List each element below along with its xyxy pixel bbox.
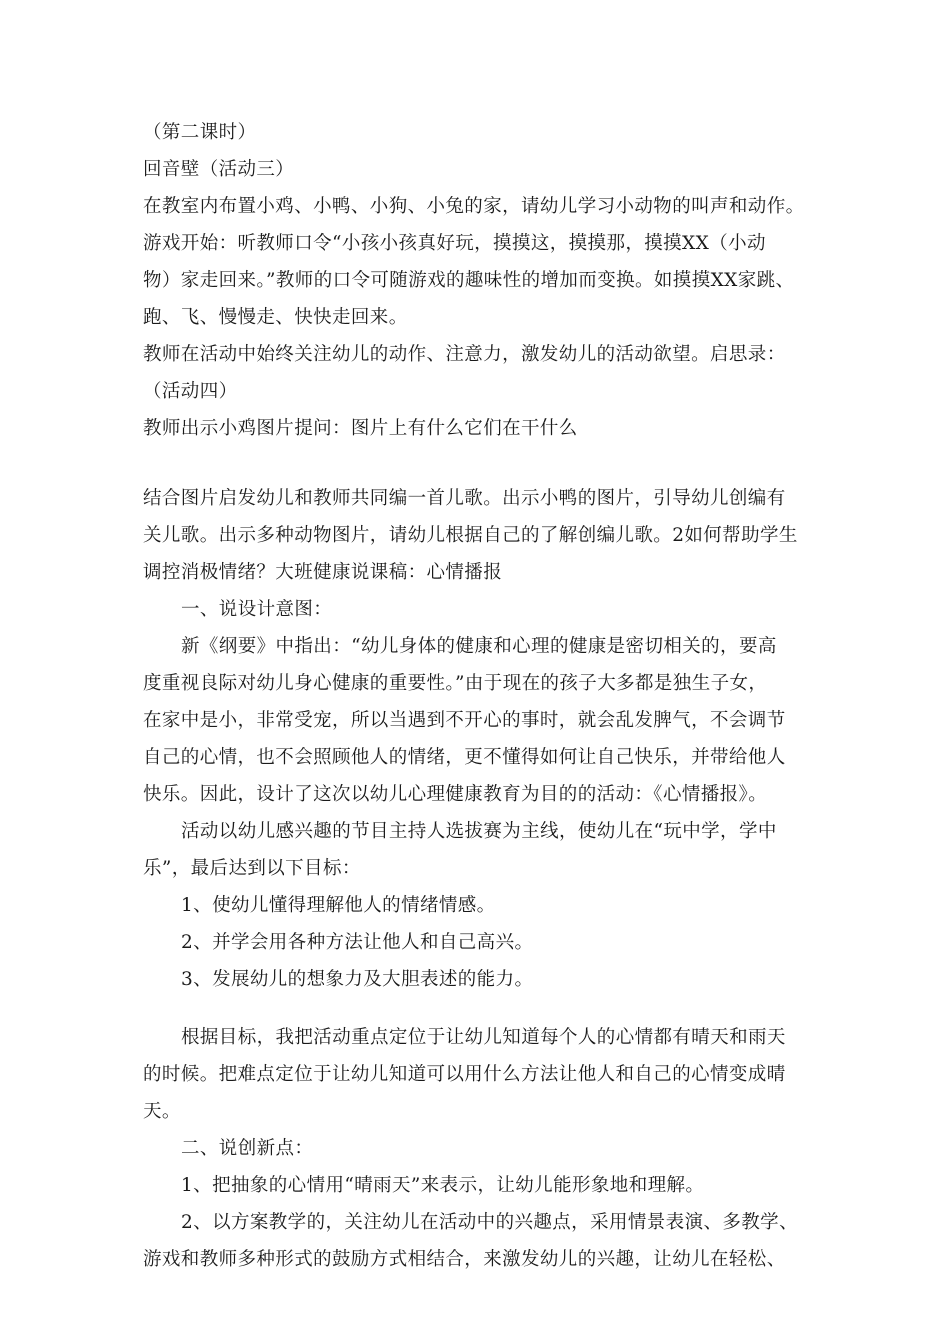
text-line: 教师出示小鸡图片提问：图片上有什么它们在干什么: [143, 418, 578, 439]
list-item: 2、以方案教学的，关注幼儿在活动中的兴趣点，采用情景表演、多教学、: [181, 1212, 798, 1233]
list-item: 2、并学会用各种方法让他人和自己高兴。: [181, 932, 534, 953]
text-line: （第二课时）: [143, 122, 257, 143]
list-item: 1、使幼儿懂得理解他人的情绪情感。: [181, 895, 496, 916]
section-heading: 一、说设计意图：: [181, 599, 333, 620]
list-item: 3、发展幼儿的想象力及大胆表述的能力。: [181, 969, 534, 990]
goals-section: [143, 1019, 813, 1278]
text-line: 游戏开始：听教师口令“小孩小孩真好玩，摸摸这，摸摸那，摸摸XX（小动: [143, 233, 766, 254]
text-line: 快乐。因此，设计了这次以幼儿心理健康教育为目的的活动：《心情播报》。: [143, 784, 768, 805]
text-line: 在家中是小，非常受宠，所以当遇到不开心的事时，就会乱发脾气，不会调节: [143, 710, 786, 731]
section-heading: 二、说创新点：: [181, 1138, 314, 1159]
text-line: 新《纲要》中指出：“幼儿身体的健康和心理的健康是密切相关的，要高: [181, 636, 777, 657]
text-line: （活动四）: [143, 381, 238, 402]
text-line: 度重视良际对幼儿身心健康的重要性。”由于现在的孩子大多都是独生子女，: [143, 673, 768, 694]
text-line: 关儿歌。出示多种动物图片，请幼儿根据自己的了解创编儿歌。2如何帮助学生: [143, 525, 798, 546]
text-line: 活动以幼儿感兴趣的节目主持人选拔赛为主线，使幼儿在“玩中学，学中: [181, 821, 777, 842]
text-line: 自己的心情，也不会照顾他人的情绪，更不懂得如何让自己快乐，并带给他人: [143, 747, 786, 768]
lecture-section: [143, 480, 813, 998]
text-line: 游戏和教师多种形式的鼓励方式相结合，来激发幼儿的兴趣，让幼儿在轻松、: [143, 1249, 786, 1270]
text-line: 结合图片启发幼儿和教师共同编一首儿歌。出示小鸭的图片，引导幼儿创编有: [143, 488, 786, 509]
list-item: 1、把抽象的心情用“晴雨天”来表示，让幼儿能形象地和理解。: [181, 1175, 705, 1196]
text-line: 物）家走回来。”教师的口令可随游戏的趣味性的增加而变换。如摸摸XX家跳、: [143, 270, 795, 291]
text-line: 调控消极情绪？大班健康说课稿：心情播报: [143, 562, 503, 583]
text-line: 乐”，最后达到以下目标：: [143, 858, 361, 879]
text-line: 天。: [143, 1101, 181, 1122]
text-line: 根据目标，我把活动重点定位于让幼儿知道每个人的心情都有晴天和雨天: [181, 1027, 786, 1048]
text-line: 的时候。把难点定位于让幼儿知道可以用什么方法让他人和自己的心情变成晴: [143, 1064, 786, 1085]
text-line: 教师在活动中始终关注幼儿的动作、注意力，激发幼儿的活动欲望。启思录：: [143, 344, 786, 365]
lesson-section: [143, 114, 813, 447]
text-line: 在教室内布置小鸡、小鸭、小狗、小兔的家，请幼儿学习小动物的叫声和动作。: [143, 196, 805, 217]
text-line: 跑、飞、慢慢走、快快走回来。: [143, 307, 408, 328]
text-line: 回音壁（活动三）: [143, 159, 295, 180]
